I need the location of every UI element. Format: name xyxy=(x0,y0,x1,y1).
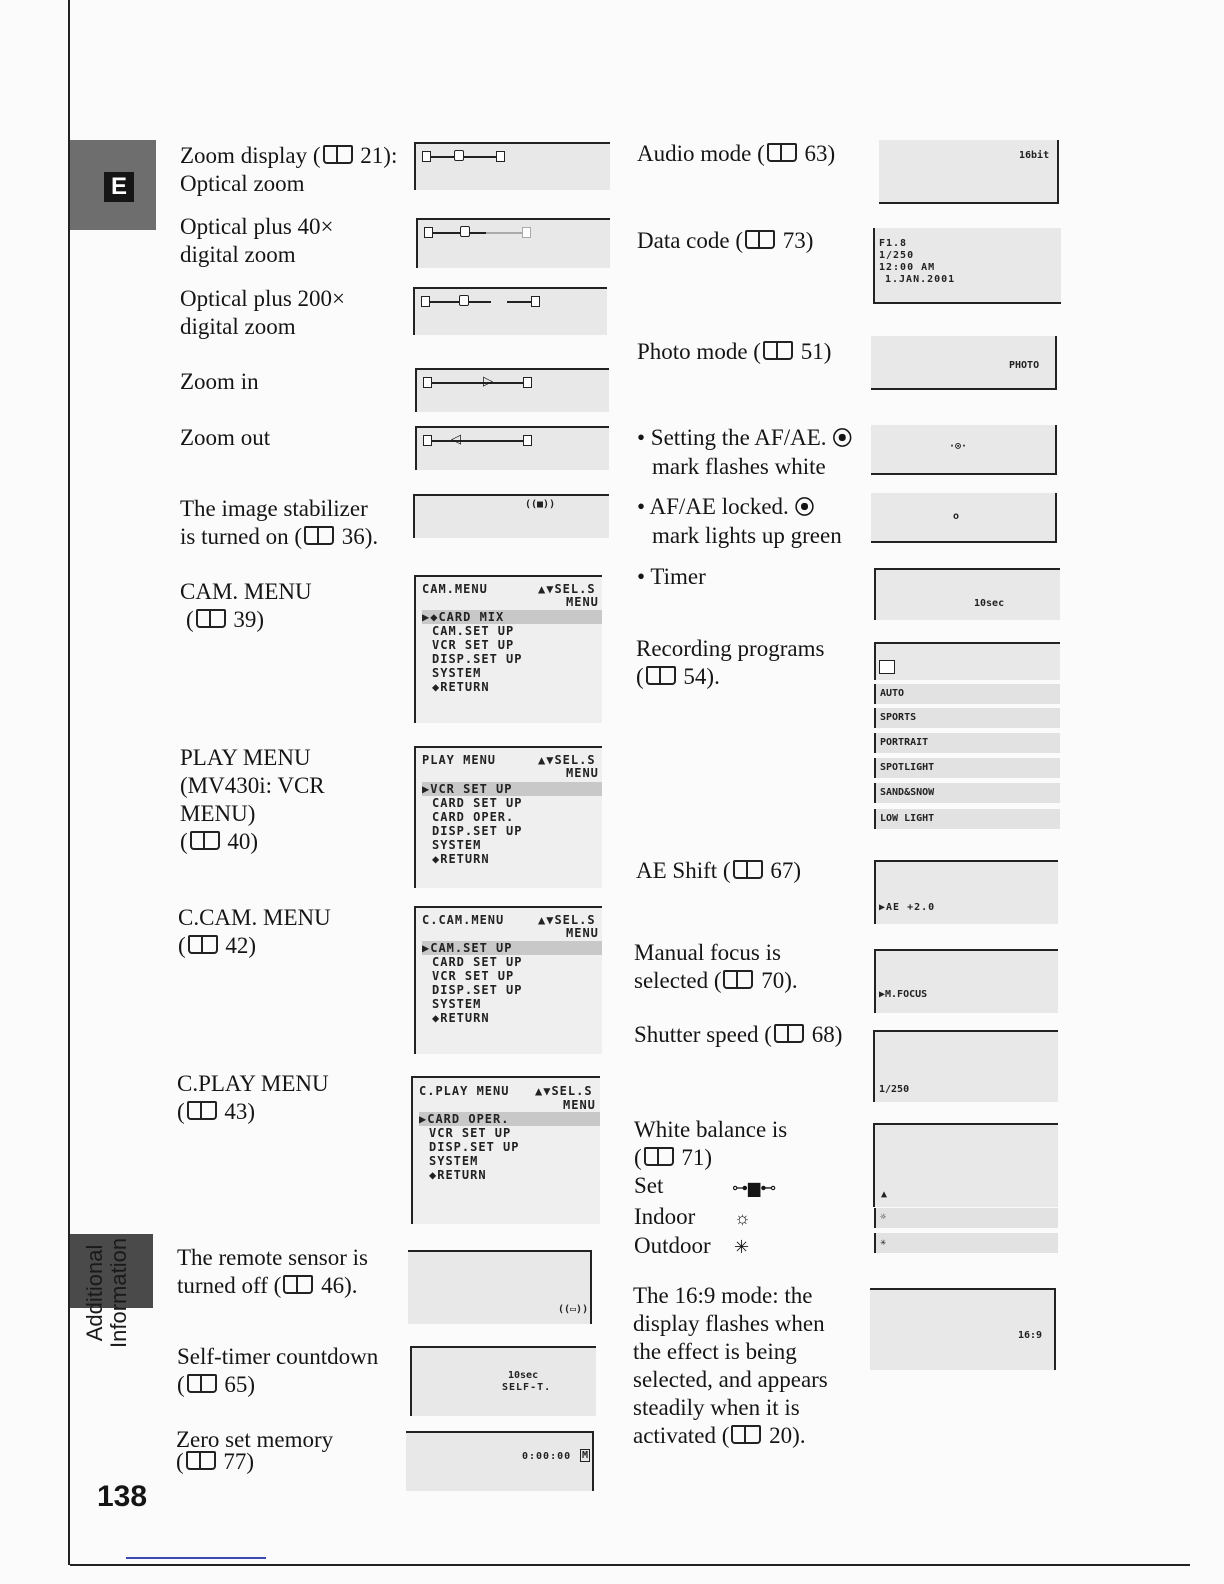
shutter-label: Shutter speed ( 68) xyxy=(634,1022,843,1047)
zoom-200x-screen xyxy=(413,287,607,335)
remote-label: The remote sensor is turned off ( 46). xyxy=(177,1245,368,1298)
left-margin-rule xyxy=(68,0,70,1565)
menu-sel-hint: ▲▼SEL.S xyxy=(538,582,596,596)
afae-locked-screen xyxy=(871,493,1057,543)
menu-item: CARD OPER. xyxy=(432,810,515,824)
programs-screen xyxy=(874,642,1060,680)
menu-item: VCR SET UP xyxy=(429,1126,512,1140)
data-code-label: Data code ( 73) xyxy=(637,228,814,253)
menu-item: DISP.SET UP xyxy=(432,983,523,997)
menu-title: PLAY MENU xyxy=(422,753,497,767)
wb-indoor-row xyxy=(874,1208,1058,1228)
program-row: PORTRAIT xyxy=(874,733,1060,753)
zoom-bar xyxy=(424,232,486,234)
zoom-out-label: Zoom out xyxy=(180,425,271,450)
menu-hint: MENU xyxy=(566,595,599,609)
cam-menu-screen xyxy=(414,575,602,723)
menu-title: C.CAM.MENU xyxy=(422,913,505,927)
menu-item: VCR SET UP xyxy=(432,969,515,983)
wide-mode-label: The 16:9 mode: the display flashes when the effect is being selected, and appears steadily when it is activated ( 20). xyxy=(633,1283,828,1448)
zero-set-screen xyxy=(406,1431,594,1491)
optical-200-label: Optical plus 200× digital zoom xyxy=(180,286,346,339)
menu-item: ▶CARD OPER. xyxy=(419,1112,600,1126)
ae-shift-value: ▶AE +2.0 xyxy=(879,902,936,913)
zoom-wide-mark xyxy=(423,377,432,388)
photo-mode-label: Photo mode ( 51) xyxy=(637,339,832,364)
book-icon xyxy=(731,1425,761,1444)
photo-mode-screen xyxy=(871,336,1057,390)
play-menu-screen xyxy=(414,746,602,888)
zoom-tele-mark xyxy=(531,296,540,307)
stabilizer-icon: ((■)) xyxy=(525,499,556,510)
zoom-in-arrow-icon: ▷ xyxy=(483,373,493,388)
book-icon xyxy=(187,1101,217,1120)
menu-item: ◆RETURN xyxy=(432,680,490,694)
afae-locked-label: • AF/AE locked. ⦿ mark lights up green xyxy=(637,494,842,548)
zoom-out-arrow-icon: ◁ xyxy=(451,431,461,446)
wide-mode-value: 16:9 xyxy=(1018,1330,1043,1341)
menu-title: CAM.MENU xyxy=(422,582,488,596)
zoom-position-mark xyxy=(454,150,464,161)
book-icon xyxy=(188,935,218,954)
zoom-in-screen xyxy=(415,368,609,412)
timer-screen xyxy=(874,568,1060,620)
timer-label: • Timer xyxy=(637,564,706,589)
zoom-optical-screen xyxy=(414,142,610,190)
book-icon xyxy=(733,860,763,879)
remote-off-icon: ((▭)) xyxy=(558,1304,589,1315)
manual-focus-label: Manual focus is selected ( 70). xyxy=(634,940,798,993)
stabilizer-screen xyxy=(413,494,609,538)
menu-item: ◆RETURN xyxy=(429,1168,487,1182)
book-icon xyxy=(723,970,753,989)
audio-mode-screen xyxy=(879,140,1059,204)
zoom-tele-mark xyxy=(523,377,532,388)
white-balance-screen xyxy=(873,1123,1058,1207)
white-balance-label: White balance is ( 71) Set ⊶▆⊷ Indoor ☼ Outdoor ✳ xyxy=(634,1117,788,1258)
program-row: SPOTLIGHT xyxy=(874,758,1060,778)
data-code-screen xyxy=(873,228,1061,304)
data-code-line: 1.JAN.2001 xyxy=(885,274,956,285)
book-icon xyxy=(196,609,226,628)
wb-set-icon: ⊶▆⊷ xyxy=(732,1180,777,1197)
menu-item: SYSTEM xyxy=(432,997,482,1011)
language-tab-letter: E xyxy=(104,172,134,202)
bottom-rule xyxy=(70,1564,1190,1566)
book-icon xyxy=(774,1024,804,1043)
stabilizer-label: The image stabilizer is turned on ( 36). xyxy=(180,496,379,549)
afae-locked-icon: o xyxy=(953,511,960,522)
menu-item: CARD SET UP xyxy=(432,796,523,810)
menu-item: ▶◆CARD MIX xyxy=(422,610,602,624)
zero-set-memory-icon: M xyxy=(582,1450,589,1461)
timer-value: 10sec xyxy=(974,598,1005,609)
zoom-tele-mark xyxy=(522,227,531,238)
cam-menu-label: CAM. MENU ( 39) xyxy=(180,579,312,632)
programs-label: Recording programs ( 54). xyxy=(636,636,825,689)
data-code-line: 12:00 AM xyxy=(879,262,936,273)
zoom-bar xyxy=(421,301,491,303)
menu-item: ◆RETURN xyxy=(432,852,490,866)
menu-item: ▶VCR SET UP xyxy=(422,782,602,796)
menu-item: CAM.SET UP xyxy=(432,624,515,638)
menu-hint: MENU xyxy=(566,766,599,780)
menu-item: ▶CAM.SET UP xyxy=(422,941,602,955)
ccam-menu-label: C.CAM. MENU ( 42) xyxy=(178,905,331,958)
book-icon xyxy=(186,1451,216,1470)
data-code-line: F1.8 xyxy=(879,238,908,249)
zoom-wide-mark xyxy=(422,151,431,162)
wb-indoor-screen-icon: ☼ xyxy=(880,1212,887,1223)
blue-rule xyxy=(126,1557,266,1559)
zoom-wide-mark xyxy=(424,227,433,238)
optical-40-label: Optical plus 40× digital zoom xyxy=(180,214,334,267)
zoom-tele-mark xyxy=(523,435,532,446)
cplay-menu-screen xyxy=(411,1076,600,1224)
menu-item: VCR SET UP xyxy=(432,638,515,652)
menu-hint: MENU xyxy=(563,1098,596,1112)
afae-mark-icon: ⦿ xyxy=(794,497,815,519)
book-icon xyxy=(646,666,676,685)
book-icon xyxy=(745,230,775,249)
ae-shift-screen xyxy=(874,860,1058,924)
book-icon xyxy=(283,1275,313,1294)
wb-indoor-icon: ☼ xyxy=(734,1208,751,1228)
zoom-position-mark xyxy=(460,226,470,237)
book-icon xyxy=(767,143,797,162)
digital-zoom-bar xyxy=(507,301,531,303)
afae-setting-label: • Setting the AF/AE. ⦿ mark flashes white xyxy=(637,425,853,479)
play-menu-label: PLAY MENU (MV430i: VCR MENU) ( 40) xyxy=(180,745,325,854)
zero-set-label: Zero set memory ( 77) xyxy=(176,1427,334,1474)
zoom-bar xyxy=(423,382,529,384)
remote-sensor-screen xyxy=(408,1250,592,1324)
program-row: SAND&SNOW xyxy=(874,783,1060,803)
ae-shift-label: AE Shift ( 67) xyxy=(636,858,801,883)
program-row: AUTO xyxy=(874,684,1060,704)
book-icon xyxy=(644,1147,674,1166)
wb-set-screen-icon: ▲ xyxy=(881,1189,888,1200)
menu-hint: MENU xyxy=(566,926,599,940)
zoom-bar xyxy=(423,440,529,442)
zoom-40x-screen xyxy=(416,218,610,268)
zoom-in-label: Zoom in xyxy=(180,369,259,394)
wb-outdoor-row xyxy=(874,1233,1058,1253)
zoom-tele-mark xyxy=(496,151,505,162)
menu-sel-hint: ▲▼SEL.S xyxy=(538,753,596,767)
menu-sel-hint: ▲▼SEL.S xyxy=(538,913,596,927)
shutter-screen xyxy=(873,1030,1058,1102)
menu-item: CARD SET UP xyxy=(432,955,523,969)
data-code-line: 1/250 xyxy=(879,250,915,261)
page-number: 138 xyxy=(97,1480,148,1513)
selftimer-seconds: 10sec xyxy=(508,1370,539,1381)
selftimer-label: Self-timer countdown ( 65) xyxy=(177,1344,379,1397)
zoom-wide-mark xyxy=(423,435,432,446)
wb-outdoor-icon: ✳ xyxy=(734,1237,750,1257)
manual-focus-value: ▶M.FOCUS xyxy=(879,989,928,1000)
wide-mode-screen xyxy=(870,1288,1056,1370)
shutter-value: 1/250 xyxy=(879,1084,910,1095)
program-row: SPORTS xyxy=(874,708,1060,728)
selftimer-screen xyxy=(410,1346,596,1416)
menu-item: ◆RETURN xyxy=(432,1011,490,1025)
section-label: Additional Information xyxy=(81,1237,131,1348)
menu-item: DISP.SET UP xyxy=(429,1140,520,1154)
zoom-wide-mark xyxy=(421,296,430,307)
book-icon xyxy=(304,526,334,545)
menu-sel-hint: ▲▼SEL.S xyxy=(535,1084,593,1098)
book-icon xyxy=(763,341,793,360)
book-icon xyxy=(190,831,220,850)
afae-setting-screen xyxy=(871,425,1057,475)
cplay-menu-label: C.PLAY MENU ( 43) xyxy=(177,1071,329,1124)
zero-set-counter: 0:00:00 xyxy=(522,1451,572,1462)
ccam-menu-screen xyxy=(414,906,602,1054)
zoom-display-label: Zoom display ( 21): Optical zoom xyxy=(180,143,398,196)
wb-outdoor-screen-icon: ✳ xyxy=(880,1237,887,1248)
menu-item: DISP.SET UP xyxy=(432,652,523,666)
photo-mode-value: PHOTO xyxy=(1009,360,1040,371)
selftimer-text: SELF-T. xyxy=(502,1382,552,1393)
audio-mode-label: Audio mode ( 63) xyxy=(637,141,836,166)
manual-focus-screen xyxy=(874,949,1058,1013)
program-row: LOW LIGHT xyxy=(874,809,1060,829)
afae-flashing-icon: ·⊙· xyxy=(949,441,968,452)
audio-mode-value: 16bit xyxy=(1019,150,1050,161)
language-tab xyxy=(70,140,156,230)
menu-item: SYSTEM xyxy=(432,666,482,680)
menu-item: SYSTEM xyxy=(432,838,482,852)
book-icon xyxy=(187,1374,217,1393)
program-ae-icon xyxy=(879,660,895,674)
afae-mark-icon: ⦿ xyxy=(832,428,853,450)
zoom-out-screen xyxy=(415,426,609,470)
menu-item: DISP.SET UP xyxy=(432,824,523,838)
book-icon xyxy=(323,145,353,164)
zoom-position-mark xyxy=(459,295,469,306)
menu-item: SYSTEM xyxy=(429,1154,479,1168)
menu-title: C.PLAY MENU xyxy=(419,1084,510,1098)
